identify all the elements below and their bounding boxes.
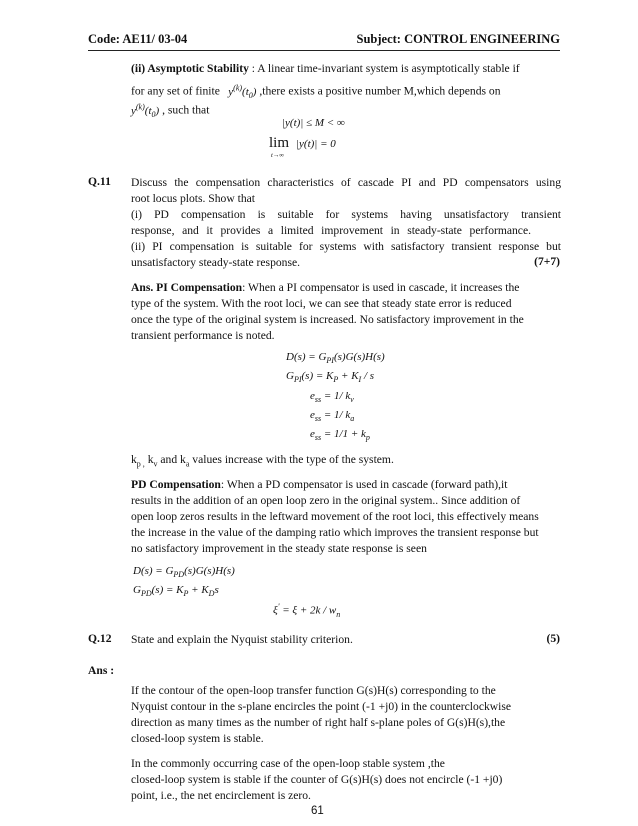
asymptotic-line-3 (131, 99, 209, 123)
asymptotic-heading: (ii) Asymptotic Stability (131, 62, 249, 75)
pi-equation-4: $e_{ss} = 1/$ $k_a$ (310, 409, 355, 424)
pd-line-1 (131, 477, 508, 493)
q12-marks: (5) (546, 632, 560, 645)
pd-label: PD Compensation (131, 478, 221, 491)
pd-line-5: no satisfactory improvement in the steady state response is seen (131, 542, 427, 555)
limit-subscript: t→∞ (271, 152, 284, 159)
pi-line-1 (131, 280, 519, 296)
pi-line-3: once the type of the original system is increased. No satisfactory improvement in the (131, 313, 524, 326)
pd-line-4: the increase in the value of the damping ratio which improves the transient response but (131, 526, 539, 539)
answer-para1-line-3: direction as many times as the number of right half s-plane poles of G(s)H(s),the (131, 716, 506, 729)
q11-line-4: response, and it provides a limited improvement in steady-state performance. (131, 224, 531, 237)
q11-marks: (7+7) (534, 255, 560, 268)
q12-text: State and explain the Nyquist stability criterion. (131, 633, 353, 646)
pd-equation-1: $D(s) = G_{PD}(s)G(s)H(s)$ (133, 565, 235, 580)
pi-equation-3: $e_{ss} = 1/$ $k_v$ (310, 390, 354, 405)
answer-para1-line-4: closed-loop system is stable. (131, 732, 264, 745)
pd-equation-3: $\xi' = \xi + 2k / w_n$ (273, 602, 341, 619)
pd-line-3: open loop zeros results in the leftward movement of the root loci, this effectively means (131, 510, 539, 523)
pi-line-1-text: : When a PI compensator is used in cascade, it increases the (242, 281, 520, 294)
answer-para2-line-2: closed-loop system is stable if the counter of G(s)H(s) does not encircle (-1 +j0) (131, 773, 503, 786)
asymptotic-line-3b: , such that (162, 103, 210, 117)
question-number-q12: Q.12 (88, 632, 112, 645)
answer-para1-line-2: Nyquist contour in the s-plane encircles the point (-1 +j0) in the counterclockwise (131, 700, 512, 713)
q11-line-6: unsatisfactory steady-state response. (131, 256, 301, 269)
equation-bounded: |y(t)| ≤ M < ∞ (282, 117, 345, 129)
k-values-text: values increase with the type of the system. (189, 453, 394, 466)
header-code: Code: AE11/ 03-04 (88, 32, 188, 46)
q11-line-3: (i) PD compensation is suitable for systems having unsatisfactory transient (131, 208, 561, 221)
math-y-k-t0: $y^{(k)}(t_0)$ (222, 83, 257, 100)
page-number: 61 (311, 805, 324, 817)
asymptotic-line-2b: ,there exists a positive number M,which depends on (259, 84, 501, 98)
answer-para2-line-1: In the commonly occurring case of the open-loop stable system ,the (131, 757, 445, 770)
pi-line-4: transient performance is noted. (131, 329, 275, 342)
limit-symbol: lim (269, 135, 290, 151)
answer-label: Ans : (88, 664, 115, 677)
q11-line-1: Discuss the compensation characteristics of cascade PI and PD compensators using (131, 176, 561, 189)
pd-line-2: results in the addition of an open loop zero in the original system.. Since addition of (131, 494, 521, 507)
equation-limit (269, 134, 336, 152)
pi-line-2: type of the system. With the root loci, we can see that steady state error is reduced (131, 297, 512, 310)
header-subject: Subject: CONTROL ENGINEERING (356, 32, 560, 46)
limit-expression: |y(t)| = 0 (296, 138, 336, 150)
k-values-line (131, 452, 394, 472)
pi-label: Ans. PI Compensation (131, 281, 243, 294)
asymptotic-line-2a: for any set of finite (131, 84, 220, 98)
question-number-q11: Q.11 (88, 175, 111, 188)
math-y-k-t0-2: $y^{(k)}(t_0)$ (131, 102, 160, 119)
asymptotic-line-1 (131, 61, 520, 77)
header-rule (88, 50, 560, 51)
pi-equation-1: $D(s) = G_{PI}(s)G(s)H(s)$ (286, 351, 385, 366)
pd-line-1-text: : When a PD compensator is used in cascade (forward path),it (220, 478, 508, 491)
k-symbols: $k_{p ,}$ $k_v$ and $k_a$ (131, 453, 190, 469)
answer-para1-line-1: If the contour of the open-loop transfer function G(s)H(s) corresponding to the (131, 684, 496, 697)
pi-equation-2: $G_{PI}(s) = K_P + K_I / s$ (286, 370, 375, 385)
q11-line-5: (ii) PI compensation is suitable for systems with satisfactory transient response but (131, 240, 561, 253)
q11-line-2: root locus plots. Show that (131, 192, 255, 205)
answer-para2-line-3: point, i.e., the net encirclement is zero. (131, 789, 311, 802)
asymptotic-line-1-text: : A linear time-invariant system is asymptotically stable if (251, 62, 520, 75)
pd-equation-2: $G_{PD}(s) = K_P + K_Ds$ (133, 584, 219, 599)
pi-equation-5: $e_{ss} = 1/1 + k_p$ (310, 428, 370, 443)
